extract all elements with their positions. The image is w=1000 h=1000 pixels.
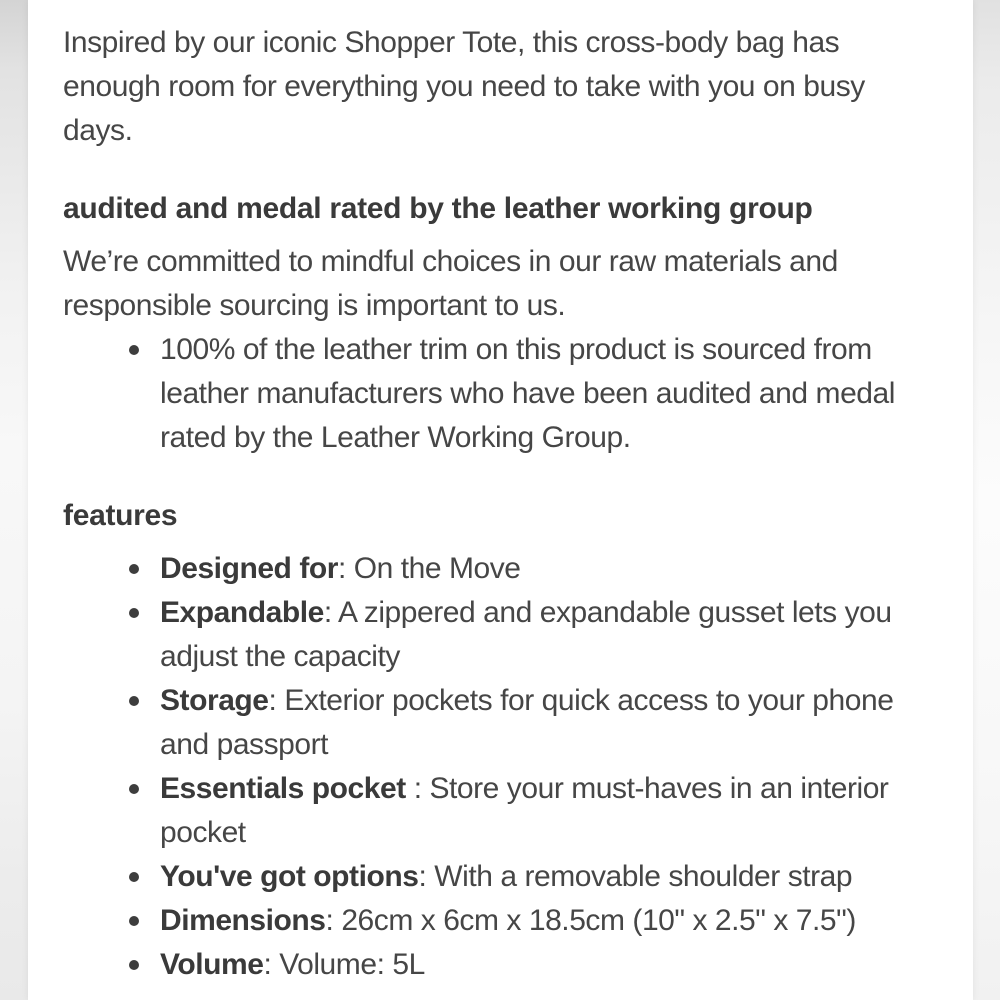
feature-text: : 26cm x 6cm x 18.5cm (10" x 2.5" x 7.5") xyxy=(325,904,856,937)
bullet-text: 100% of the leather trim on this product is sourced from leather manufacturers who have been audited and medal rated by the Leather Working Group. xyxy=(160,333,895,454)
feature-label: Volume xyxy=(160,948,264,981)
intro-paragraph: Inspired by our iconic Shopper Tote, this cross-body bag has enough room for everything you need to take with you on busy days. xyxy=(63,26,865,147)
features-section-heading: features xyxy=(63,499,178,532)
lwg-section-heading: audited and medal rated by the leather working group xyxy=(63,192,813,225)
feature-item xyxy=(160,767,933,855)
feature-label: Expandable xyxy=(160,596,324,629)
feature-text: : A zippered and expandable gusset lets you adjust the capacity xyxy=(160,596,892,673)
feature-text: : Volume: 5L xyxy=(263,948,425,981)
right-gutter xyxy=(973,0,1000,1000)
feature-text: : Store your must-haves in an interior pocket xyxy=(160,772,889,849)
feature-text: : Exterior pockets for quick access to your phone and passport xyxy=(160,684,894,761)
feature-item xyxy=(160,547,933,591)
feature-label: You've got options xyxy=(160,860,419,893)
feature-label: Designed for xyxy=(160,552,338,585)
feature-label: Storage xyxy=(160,684,269,717)
lwg-bullet-list xyxy=(63,328,933,460)
feature-item xyxy=(160,943,933,987)
feature-item xyxy=(160,855,933,899)
left-gutter xyxy=(0,0,28,1000)
feature-label: Essentials pocket xyxy=(160,772,406,805)
feature-text: : With a removable shoulder strap xyxy=(418,860,853,893)
features-list xyxy=(63,547,933,987)
feature-item xyxy=(160,899,933,943)
feature-text: : On the Move xyxy=(337,552,521,585)
feature-item xyxy=(160,679,933,767)
feature-item xyxy=(160,591,933,679)
list-item xyxy=(160,328,933,460)
lwg-paragraph: We’re committed to mindful choices in our raw materials and responsible sourcing is important to us. xyxy=(63,245,838,322)
feature-label: Dimensions xyxy=(160,904,326,937)
product-description-card xyxy=(28,0,973,1000)
